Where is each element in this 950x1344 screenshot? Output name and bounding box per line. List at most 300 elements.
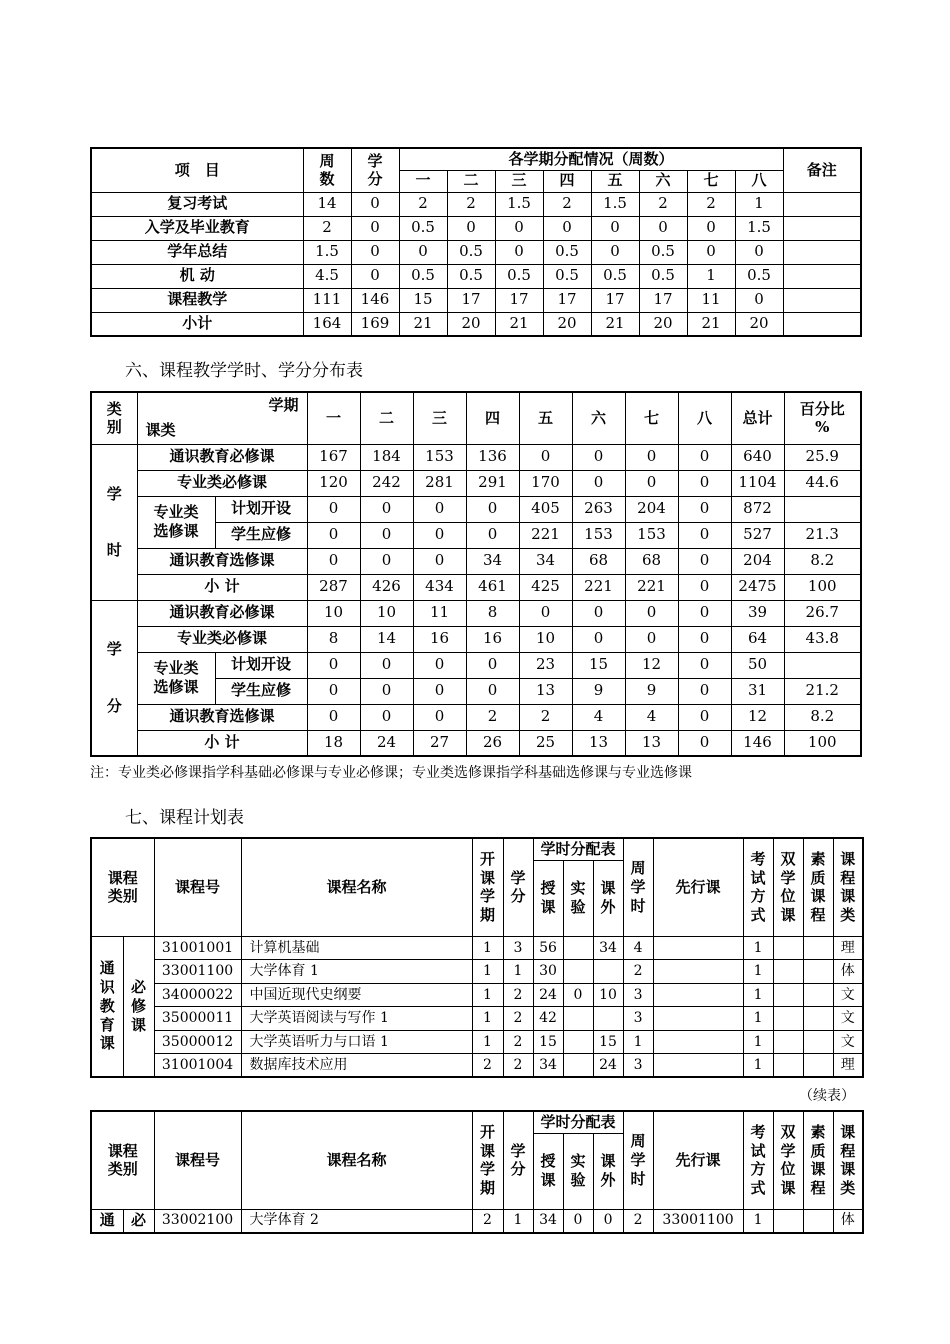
section6-title: 六、课程教学学时、学分分布表 (125, 361, 363, 381)
extra-cell: 0 (593, 1209, 623, 1233)
term-value-cell: 12 (625, 652, 678, 678)
total-cell: 12 (731, 704, 784, 730)
percent-cell: 21.3 (784, 522, 861, 548)
header-category: 课程 类别 (91, 1111, 154, 1209)
row-name: 小计 (91, 312, 303, 336)
term-value-cell: 27 (413, 730, 466, 756)
lecture-cell: 15 (533, 1030, 563, 1054)
term-value-cell: 461 (466, 574, 519, 600)
header-quality-course: 素 质 课 程 (803, 838, 833, 936)
term-value-cell: 0 (678, 470, 731, 496)
double-cell (773, 960, 803, 984)
weekly-cell: 3 (623, 1007, 653, 1031)
weekly-cell: 2 (623, 1209, 653, 1233)
row-name: 小 计 (137, 574, 307, 600)
term-value-cell: 153 (572, 522, 625, 548)
term-value-cell: 291 (466, 470, 519, 496)
term-value-cell: 0.5 (735, 264, 783, 288)
quality-cell (803, 1007, 833, 1031)
prereq-cell: 33001100 (653, 1209, 743, 1233)
row-name: 通识教育选修课 (137, 548, 307, 574)
term-value-cell: 0 (519, 600, 572, 626)
term-value-cell: 0 (687, 240, 735, 264)
term-4: 四 (466, 392, 519, 444)
term-value-cell: 11 (413, 600, 466, 626)
percent-cell (784, 496, 861, 522)
table-row (91, 496, 861, 522)
credit-cell: 2 (503, 1030, 533, 1054)
header-quality-course: 素 质 课 程 (803, 1111, 833, 1209)
term-value-cell: 15 (399, 288, 447, 312)
term-value-cell: 16 (413, 626, 466, 652)
credit-cell: 169 (351, 312, 399, 336)
row-name: 机 动 (91, 264, 303, 288)
total-cell: 39 (731, 600, 784, 626)
term-value-cell: 0 (678, 600, 731, 626)
row-name: 通识教育必修课 (137, 444, 307, 470)
course-name-cell: 中国近现代史纲要 (241, 983, 472, 1007)
continued-label: （续表） (799, 1088, 855, 1104)
percent-cell: 43.8 (784, 626, 861, 652)
term-value-cell: 0 (413, 548, 466, 574)
credit-cell: 0 (351, 264, 399, 288)
term-value-cell: 170 (519, 470, 572, 496)
term-value-cell: 2 (687, 192, 735, 216)
note-cell (783, 312, 861, 336)
percent-cell (784, 652, 861, 678)
term-value-cell: 0 (466, 522, 519, 548)
header-note: 备注 (783, 148, 861, 192)
term-value-cell: 0 (307, 704, 360, 730)
weeks-cell: 111 (303, 288, 351, 312)
weekly-cell: 3 (623, 983, 653, 1007)
term-value-cell: 0 (360, 522, 413, 548)
total-cell: 640 (731, 444, 784, 470)
term-value-cell: 15 (572, 652, 625, 678)
header-course-kind: 课 程 课 类 (833, 1111, 863, 1209)
percent-cell: 26.7 (784, 600, 861, 626)
header-extra: 课 外 (593, 860, 623, 936)
course-row (91, 1007, 863, 1031)
term-value-cell: 0.5 (639, 264, 687, 288)
credit-cell: 2 (503, 1007, 533, 1031)
credit-cell: 146 (351, 288, 399, 312)
lab-cell: 0 (563, 983, 593, 1007)
header-total: 总计 (731, 392, 784, 444)
term-value-cell: 9 (625, 678, 678, 704)
term-value-cell: 136 (466, 444, 519, 470)
credit-cell: 2 (503, 1054, 533, 1078)
header-hours-distribution: 学时分配表 (533, 1111, 623, 1133)
term-3: 三 (413, 392, 466, 444)
header-course-name: 课程名称 (241, 1111, 472, 1209)
header-exam-type: 考 试 方 式 (743, 1111, 773, 1209)
term-value-cell: 20 (447, 312, 495, 336)
quality-cell (803, 1030, 833, 1054)
term-value-cell: 13 (572, 730, 625, 756)
lecture-cell: 24 (533, 983, 563, 1007)
kind-cell: 理 (833, 936, 863, 960)
lab-cell: 0 (563, 1209, 593, 1233)
term-value-cell: 426 (360, 574, 413, 600)
credit-cell: 2 (503, 983, 533, 1007)
lecture-cell: 30 (533, 960, 563, 984)
term-value-cell: 20 (543, 312, 591, 336)
course-code-cell: 31001004 (154, 1054, 241, 1078)
row-name: 专业类必修课 (137, 470, 307, 496)
term-value-cell: 0 (678, 496, 731, 522)
term-value-cell: 204 (625, 496, 678, 522)
term-value-cell: 68 (572, 548, 625, 574)
term-value-cell: 17 (591, 288, 639, 312)
header-course-name: 课程名称 (241, 838, 472, 936)
kind-cell: 文 (833, 983, 863, 1007)
term-value-cell: 120 (307, 470, 360, 496)
row-name: 计划开设 (215, 496, 307, 522)
term-value-cell: 2 (639, 192, 687, 216)
header-credit: 学 分 (351, 148, 399, 192)
total-cell: 527 (731, 522, 784, 548)
course-name-cell: 大学英语阅读与写作 1 (241, 1007, 472, 1031)
course-row (91, 1209, 863, 1233)
term-value-cell: 184 (360, 444, 413, 470)
header-exam-type: 考 试 方 式 (743, 838, 773, 936)
extra-cell (593, 1007, 623, 1031)
course-code-cell: 35000012 (154, 1030, 241, 1054)
term-value-cell: 0 (678, 522, 731, 548)
term-value-cell: 0 (495, 240, 543, 264)
lecture-cell: 34 (533, 1209, 563, 1233)
term-value-cell: 17 (495, 288, 543, 312)
term-value-cell: 281 (413, 470, 466, 496)
credit-cell: 0 (351, 216, 399, 240)
row-name: 通识教育选修课 (137, 704, 307, 730)
weekly-cell: 1 (623, 1030, 653, 1054)
lab-cell (563, 1007, 593, 1031)
course-name-cell: 大学英语听力与口语 1 (241, 1030, 472, 1054)
header-category: 类 别 (91, 392, 137, 444)
term-value-cell: 0 (360, 704, 413, 730)
weekly-cell: 4 (623, 936, 653, 960)
credit-cell: 1 (503, 960, 533, 984)
term-value-cell: 0 (466, 652, 519, 678)
term-value-cell: 0 (625, 600, 678, 626)
term-value-cell: 0 (678, 730, 731, 756)
header-term: 开 课 学 期 (472, 838, 503, 936)
term-value-cell: 0.5 (543, 264, 591, 288)
kind-cell: 理 (833, 1054, 863, 1078)
term-value-cell: 2 (447, 192, 495, 216)
header-double-degree: 双 学 位 课 (773, 1111, 803, 1209)
row-name: 计划开设 (215, 652, 307, 678)
header-lecture: 授 课 (533, 1133, 563, 1209)
term-value-cell: 0 (572, 600, 625, 626)
table-row (91, 652, 861, 678)
lab-cell (563, 1030, 593, 1054)
hours-credits-table (90, 391, 862, 757)
row-name: 课程教学 (91, 288, 303, 312)
section7-title: 七、课程计划表 (125, 808, 244, 828)
exam-cell: 1 (743, 1007, 773, 1031)
header-lab: 实 验 (563, 1133, 593, 1209)
table-row (91, 730, 861, 756)
table-row (91, 288, 861, 312)
term-value-cell: 0 (543, 216, 591, 240)
term-value-cell: 4 (572, 704, 625, 730)
header-double-degree: 双 学 位 课 (773, 838, 803, 936)
term-value-cell: 17 (543, 288, 591, 312)
exam-cell: 1 (743, 983, 773, 1007)
term-value-cell: 0 (307, 522, 360, 548)
term-6: 六 (572, 392, 625, 444)
term-value-cell: 221 (625, 574, 678, 600)
credit-cell: 0 (351, 240, 399, 264)
term-value-cell: 2 (543, 192, 591, 216)
total-cell: 31 (731, 678, 784, 704)
row-name: 通识教育必修课 (137, 600, 307, 626)
row-name: 小 计 (137, 730, 307, 756)
term-value-cell: 10 (519, 626, 572, 652)
lab-cell (563, 960, 593, 984)
term-8: 八 (735, 170, 783, 192)
course-row (91, 960, 863, 984)
weeks-cell: 2 (303, 216, 351, 240)
term-value-cell: 0 (625, 470, 678, 496)
term-8: 八 (678, 392, 731, 444)
term-cell: 1 (472, 1030, 503, 1054)
term-cell: 2 (472, 1054, 503, 1078)
term-value-cell: 0 (360, 496, 413, 522)
term-1: 一 (307, 392, 360, 444)
term-value-cell: 0 (307, 652, 360, 678)
course-name-cell: 计算机基础 (241, 936, 472, 960)
term-value-cell: 0 (519, 444, 572, 470)
term-value-cell: 13 (625, 730, 678, 756)
double-cell (773, 1030, 803, 1054)
term-value-cell: 0 (413, 678, 466, 704)
term-value-cell: 0.5 (399, 264, 447, 288)
term-value-cell: 10 (360, 600, 413, 626)
group-compulsory: 必 (123, 1209, 154, 1233)
exam-cell: 1 (743, 1030, 773, 1054)
course-name-cell: 数据库技术应用 (241, 1054, 472, 1078)
course-name-cell: 大学体育 2 (241, 1209, 472, 1233)
total-cell: 204 (731, 548, 784, 574)
total-cell: 1104 (731, 470, 784, 496)
course-row (91, 936, 863, 960)
group-compulsory: 必 修 课 (123, 936, 154, 1077)
table-row (91, 444, 861, 470)
table-row (91, 216, 861, 240)
lecture-cell: 34 (533, 1054, 563, 1078)
term-cell: 2 (472, 1209, 503, 1233)
table-row (91, 240, 861, 264)
table-row (91, 600, 861, 626)
table-row (91, 626, 861, 652)
term-5: 五 (591, 170, 639, 192)
term-value-cell: 0 (572, 444, 625, 470)
term-value-cell: 425 (519, 574, 572, 600)
term-7: 七 (687, 170, 735, 192)
term-value-cell: 0 (678, 574, 731, 600)
term-value-cell: 221 (519, 522, 572, 548)
percent-cell: 44.6 (784, 470, 861, 496)
term-cell: 1 (472, 1007, 503, 1031)
double-cell (773, 1007, 803, 1031)
term-value-cell: 21 (687, 312, 735, 336)
credit-cell: 1 (503, 1209, 533, 1233)
term-value-cell: 153 (413, 444, 466, 470)
term-value-cell: 0 (360, 678, 413, 704)
term-value-cell: 0 (447, 216, 495, 240)
term-value-cell: 0 (687, 216, 735, 240)
header-type: 课类 (145, 421, 176, 440)
note-cell (783, 216, 861, 240)
term-value-cell: 0 (678, 678, 731, 704)
term-value-cell: 167 (307, 444, 360, 470)
course-name-cell: 大学体育 1 (241, 960, 472, 984)
term-value-cell: 20 (735, 312, 783, 336)
term-value-cell: 0 (735, 288, 783, 312)
term-value-cell: 2 (399, 192, 447, 216)
note-cell (783, 192, 861, 216)
term-value-cell: 0.5 (399, 216, 447, 240)
term-value-cell: 2 (466, 704, 519, 730)
exam-cell: 1 (743, 1054, 773, 1078)
percent-cell: 21.2 (784, 678, 861, 704)
term-value-cell: 1 (735, 192, 783, 216)
group-general-education: 通 (91, 1209, 123, 1233)
term-value-cell: 13 (519, 678, 572, 704)
header-weekly-hours: 周 学 时 (623, 838, 653, 936)
header-term-type (137, 392, 307, 444)
term-value-cell: 26 (466, 730, 519, 756)
term-value-cell: 0.5 (447, 264, 495, 288)
term-value-cell: 20 (639, 312, 687, 336)
term-cell: 1 (472, 960, 503, 984)
double-cell (773, 1209, 803, 1233)
term-value-cell: 0 (639, 216, 687, 240)
double-cell (773, 936, 803, 960)
term-value-cell: 0.5 (495, 264, 543, 288)
lecture-cell: 56 (533, 936, 563, 960)
lab-cell (563, 936, 593, 960)
exam-cell: 1 (743, 936, 773, 960)
header-lab: 实 验 (563, 860, 593, 936)
term-value-cell: 17 (639, 288, 687, 312)
weeks-cell: 4.5 (303, 264, 351, 288)
prereq-cell (653, 936, 743, 960)
weeks-cell: 1.5 (303, 240, 351, 264)
course-code-cell: 33001100 (154, 960, 241, 984)
prereq-cell (653, 960, 743, 984)
term-value-cell: 10 (307, 600, 360, 626)
weekly-cell: 2 (623, 960, 653, 984)
header-lecture: 授 课 (533, 860, 563, 936)
percent-cell: 8.2 (784, 704, 861, 730)
extra-cell: 34 (593, 936, 623, 960)
term-value-cell: 11 (687, 288, 735, 312)
term-value-cell: 0 (678, 652, 731, 678)
term-value-cell: 0 (735, 240, 783, 264)
term-value-cell: 242 (360, 470, 413, 496)
header-credit: 学 分 (503, 838, 533, 936)
prereq-cell (653, 1007, 743, 1031)
double-cell (773, 983, 803, 1007)
term-value-cell: 0 (307, 548, 360, 574)
term-value-cell: 0 (413, 652, 466, 678)
course-row (91, 1030, 863, 1054)
term-value-cell: 0 (413, 496, 466, 522)
total-cell: 146 (731, 730, 784, 756)
term-value-cell: 2 (519, 704, 572, 730)
extra-cell: 24 (593, 1054, 623, 1078)
row-name: 复习考试 (91, 192, 303, 216)
group-hours: 学 时 (91, 444, 137, 600)
percent-cell: 25.9 (784, 444, 861, 470)
weeks-cell: 164 (303, 312, 351, 336)
term-value-cell: 0 (625, 444, 678, 470)
header-category: 课程 类别 (91, 838, 154, 936)
term-value-cell: 434 (413, 574, 466, 600)
term-value-cell: 34 (519, 548, 572, 574)
table-row (91, 264, 861, 288)
term-value-cell: 0 (495, 216, 543, 240)
note-cell (783, 264, 861, 288)
term-value-cell: 1 (687, 264, 735, 288)
group-credits: 学 分 (91, 600, 137, 756)
term-value-cell: 0 (678, 626, 731, 652)
term-value-cell: 8 (466, 600, 519, 626)
term-value-cell: 0 (678, 704, 731, 730)
kind-cell: 文 (833, 1030, 863, 1054)
quality-cell (803, 936, 833, 960)
course-code-cell: 31001001 (154, 936, 241, 960)
term-value-cell: 0 (399, 240, 447, 264)
term-value-cell: 1.5 (735, 216, 783, 240)
course-plan-table-continued (90, 1110, 864, 1234)
header-extra: 课 外 (593, 1133, 623, 1209)
table-row (91, 470, 861, 496)
term-value-cell: 0 (572, 626, 625, 652)
total-cell: 64 (731, 626, 784, 652)
note-cell (783, 240, 861, 264)
term-6: 六 (639, 170, 687, 192)
term-value-cell: 0.5 (639, 240, 687, 264)
term-value-cell: 0 (413, 522, 466, 548)
course-plan-table (90, 837, 864, 1078)
header-weekly-hours: 周 学 时 (623, 1111, 653, 1209)
row-name: 学生应修 (215, 522, 307, 548)
term-value-cell: 21 (591, 312, 639, 336)
table-row (91, 704, 861, 730)
note-cell (783, 288, 861, 312)
term-value-cell: 0 (466, 496, 519, 522)
course-code-cell: 33002100 (154, 1209, 241, 1233)
group-general-education: 通 识 教 育 课 (91, 936, 123, 1077)
term-value-cell: 17 (447, 288, 495, 312)
exam-cell: 1 (743, 1209, 773, 1233)
term-value-cell: 0 (360, 652, 413, 678)
term-cell: 1 (472, 983, 503, 1007)
kind-cell: 体 (833, 1209, 863, 1233)
term-value-cell: 14 (360, 626, 413, 652)
elective-group-label: 专业类 选修课 (137, 496, 215, 548)
term-2: 二 (447, 170, 495, 192)
term-value-cell: 405 (519, 496, 572, 522)
quality-cell (803, 983, 833, 1007)
term-1: 一 (399, 170, 447, 192)
